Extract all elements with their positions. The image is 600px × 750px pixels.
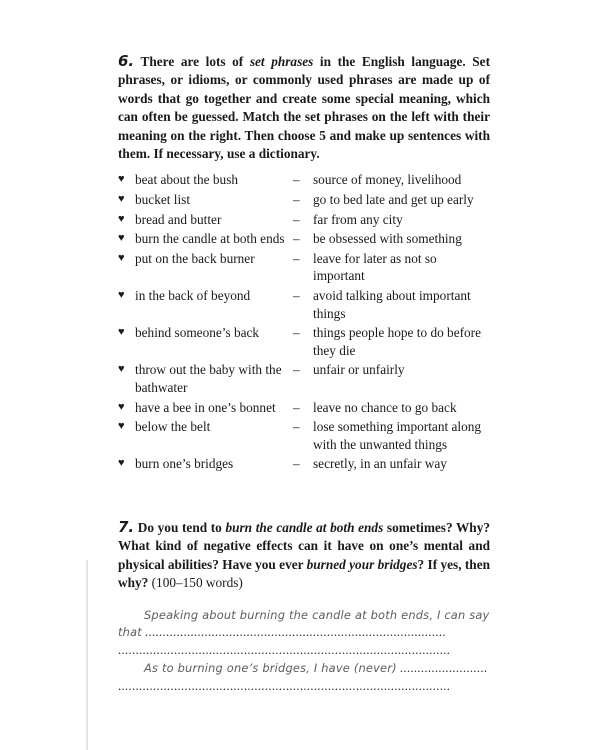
answer-line[interactable] bbox=[118, 660, 516, 678]
heart-bullet-icon: ♥ bbox=[118, 326, 125, 339]
dash-separator: – bbox=[293, 399, 300, 415]
phrase-meaning: lose something important along with the unwanted things bbox=[313, 419, 482, 452]
dash-separator: – bbox=[293, 192, 300, 208]
answer-line[interactable] bbox=[118, 607, 516, 625]
dash-separator: – bbox=[293, 362, 300, 378]
handwritten-prompt: As to burning one’s bridges, I have (never) bbox=[144, 661, 397, 676]
page-edge-shadow bbox=[86, 560, 88, 750]
dash-separator: – bbox=[293, 456, 300, 472]
exercise-6 bbox=[118, 52, 490, 475]
heart-bullet-icon: ♥ bbox=[118, 363, 125, 376]
list-item bbox=[118, 171, 490, 189]
exercise-6-instructions bbox=[118, 52, 490, 163]
dash-separator: – bbox=[293, 250, 300, 266]
heart-bullet-icon: ♥ bbox=[118, 457, 125, 470]
instruction-emphasis: set phrases bbox=[249, 54, 314, 69]
exercise-7 bbox=[118, 518, 490, 696]
list-item bbox=[118, 399, 490, 417]
set-phrase: in the back of beyond bbox=[135, 288, 251, 303]
answer-line[interactable] bbox=[118, 678, 490, 696]
question-text: Do you tend to bbox=[137, 520, 222, 535]
dotted-line: ............................................................................................... bbox=[118, 678, 451, 693]
phrase-meaning: far from any city bbox=[313, 211, 403, 227]
list-item bbox=[118, 361, 490, 396]
phrase-matching-list bbox=[118, 171, 490, 473]
set-phrase: behind someone’s back bbox=[135, 325, 260, 341]
phrase-meaning: leave no chance to go back bbox=[313, 399, 457, 415]
phrase-meaning: secretly, in an unfair way bbox=[313, 456, 447, 472]
list-item bbox=[118, 211, 490, 229]
heart-bullet-icon: ♥ bbox=[118, 232, 125, 245]
list-item bbox=[118, 287, 490, 322]
question-text: sometimes? Why? What kind of negative effects can it have on one’s mental and physical abilities? Have you ever bbox=[118, 520, 490, 572]
handwritten-prompt: Speaking about burning the candle at both ends, I can say bbox=[144, 607, 490, 622]
list-item bbox=[118, 324, 490, 359]
question-text: ? If yes, then why? bbox=[118, 556, 491, 591]
heart-bullet-icon: ♥ bbox=[118, 420, 125, 433]
set-phrase: bucket list bbox=[135, 192, 191, 208]
phrase-meaning: be obsessed with something bbox=[313, 231, 462, 247]
list-item bbox=[118, 230, 490, 248]
heart-bullet-icon: ♥ bbox=[118, 289, 125, 301]
answer-line[interactable] bbox=[118, 624, 490, 642]
list-item bbox=[118, 191, 490, 209]
exercise-number: 7. bbox=[118, 518, 135, 536]
dash-separator: – bbox=[293, 172, 300, 188]
heart-bullet-icon: ♥ bbox=[118, 212, 125, 225]
question-emphasis: burned your bridges bbox=[306, 556, 418, 572]
word-count-hint: (100–150 words) bbox=[151, 575, 243, 591]
set-phrase: burn the candle at both ends bbox=[135, 231, 285, 247]
set-phrase: below the belt bbox=[135, 419, 211, 435]
set-phrase: put on the back burner bbox=[135, 250, 255, 266]
phrase-meaning: avoid talking about important things bbox=[313, 288, 471, 321]
instruction-text: There are lots of bbox=[140, 54, 244, 69]
phrase-meaning: things people hope to do before they die bbox=[313, 325, 482, 358]
dash-separator: – bbox=[293, 288, 300, 303]
set-phrase: beat about the bush bbox=[135, 172, 239, 188]
set-phrase: burn one’s bridges bbox=[135, 456, 234, 472]
handwritten-prompt: that bbox=[118, 625, 142, 640]
instruction-text: in the English language. Set phrases, or idioms, or commonly used phrases are made up of words that go together and create some special meaning, which can often be guessed. Match the set phrases on the left with their meaning on the right. Then choose 5 and make up sentences with them. If necessary, use a dictionary. bbox=[118, 54, 491, 162]
heart-bullet-icon: ♥ bbox=[118, 400, 125, 413]
set-phrase: bread and butter bbox=[135, 211, 222, 227]
phrase-meaning: go to bed late and get up early bbox=[313, 192, 474, 208]
answer-line[interactable] bbox=[118, 642, 490, 660]
set-phrase: throw out the baby with the bathwater bbox=[135, 362, 282, 395]
dash-separator: – bbox=[293, 211, 300, 227]
phrase-meaning: unfair or unfairly bbox=[313, 362, 405, 378]
exercise-number: 6. bbox=[118, 52, 135, 70]
heart-bullet-icon: ♥ bbox=[118, 193, 125, 206]
list-item bbox=[118, 250, 490, 285]
heart-bullet-icon: ♥ bbox=[118, 173, 125, 186]
phrase-meaning: leave for later as not so important bbox=[313, 250, 437, 284]
phrase-meaning: source of money, livelihood bbox=[313, 172, 462, 188]
list-item bbox=[118, 455, 490, 473]
dash-separator: – bbox=[293, 419, 300, 435]
dotted-line: ...................................................................................... bbox=[145, 625, 446, 640]
dotted-line: ............................................................................................... bbox=[118, 643, 451, 658]
heart-bullet-icon: ♥ bbox=[118, 251, 125, 264]
set-phrase: have a bee in one’s bonnet bbox=[135, 399, 276, 415]
dash-separator: – bbox=[293, 231, 300, 247]
dotted-line: ......................... bbox=[399, 661, 488, 676]
dash-separator: – bbox=[293, 325, 300, 341]
list-item bbox=[118, 418, 490, 453]
answer-lines bbox=[118, 607, 490, 696]
question-emphasis: burn the candle at both ends bbox=[225, 520, 384, 535]
exercise-7-question bbox=[118, 518, 490, 593]
